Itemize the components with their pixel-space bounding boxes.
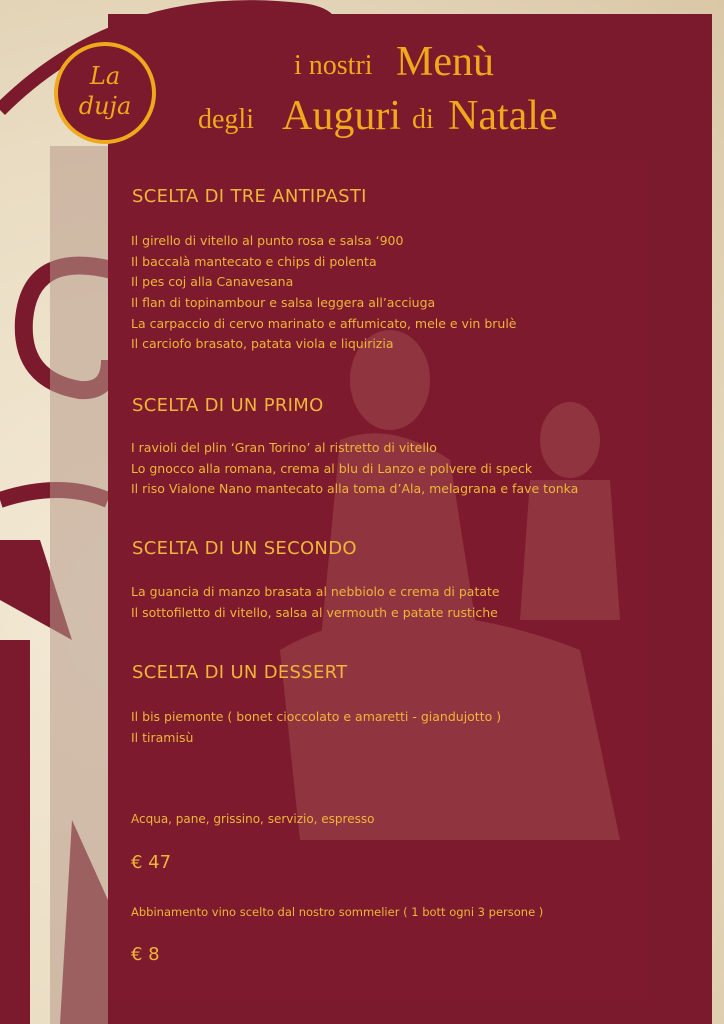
wine-note: Abbinamento vino scelto dal nostro sommelier ( 1 bott ogni 3 persone ) [131, 905, 544, 919]
title-auguri: Auguri [282, 93, 401, 139]
wine-price: € 8 [131, 944, 160, 965]
section-title-secondo: SCELTA DI UN SECONDO [132, 538, 357, 559]
section-title-primo: SCELTA DI UN PRIMO [132, 395, 324, 416]
menu-item: I ravioli del plin ‘Gran Torino’ al ristretto di vitello [131, 440, 437, 455]
la-duja-logo [54, 42, 156, 144]
menu-item: Il tiramisù [131, 729, 194, 745]
menu-price: € 47 [131, 852, 172, 873]
menu-item: Il girello di vitello al punto rosa e salsa ‘900 [131, 233, 404, 248]
menu-item: Il bis piemonte ( bonet cioccolato e amaretti - giandujotto ) [131, 709, 502, 724]
menu-item: La guancia di manzo brasata al nebbiolo e crema di patate [131, 584, 500, 599]
dessert-list [131, 707, 501, 748]
logo-text-la: La [89, 62, 121, 90]
title-menu: Menù [396, 39, 494, 85]
secondo-list [131, 582, 500, 623]
section-title-dessert: SCELTA DI UN DESSERT [132, 662, 348, 683]
menu-item: Il flan di topinambour e salsa leggera all’acciuga [131, 295, 436, 311]
menu-item: Il carciofo brasato, patata viola e liquirizia [131, 336, 394, 352]
section-title-antipasti: SCELTA DI TRE ANTIPASTI [132, 186, 367, 207]
title-di: di [412, 104, 434, 135]
title-degli: degli [198, 104, 254, 135]
included-note: Acqua, pane, grissino, servizio, espresso [131, 812, 375, 826]
title-natale: Natale [448, 93, 558, 139]
primo-list [131, 438, 578, 500]
menu-item: La carpaccio di cervo marinato e affumicato, mele e vin brulè [131, 315, 517, 331]
menu-item: Il pes coj alla Canavesana [131, 274, 294, 290]
menu-item: Il sottofiletto di vitello, salsa al vermouth e patate rustiche [131, 604, 498, 620]
title-i-nostri: i nostri [294, 50, 373, 81]
menu-item: Il baccalà mantecato e chips di polenta [131, 253, 377, 269]
menu-item: Il riso Vialone Nano mantecato alla toma d’Ala, melagrana e fave tonka [131, 481, 579, 497]
menu-item: Lo gnocco alla romana, crema al blu di Lanzo e polvere di speck [131, 460, 533, 476]
logo-text-duja: duja [78, 92, 132, 120]
antipasti-list [131, 231, 517, 355]
